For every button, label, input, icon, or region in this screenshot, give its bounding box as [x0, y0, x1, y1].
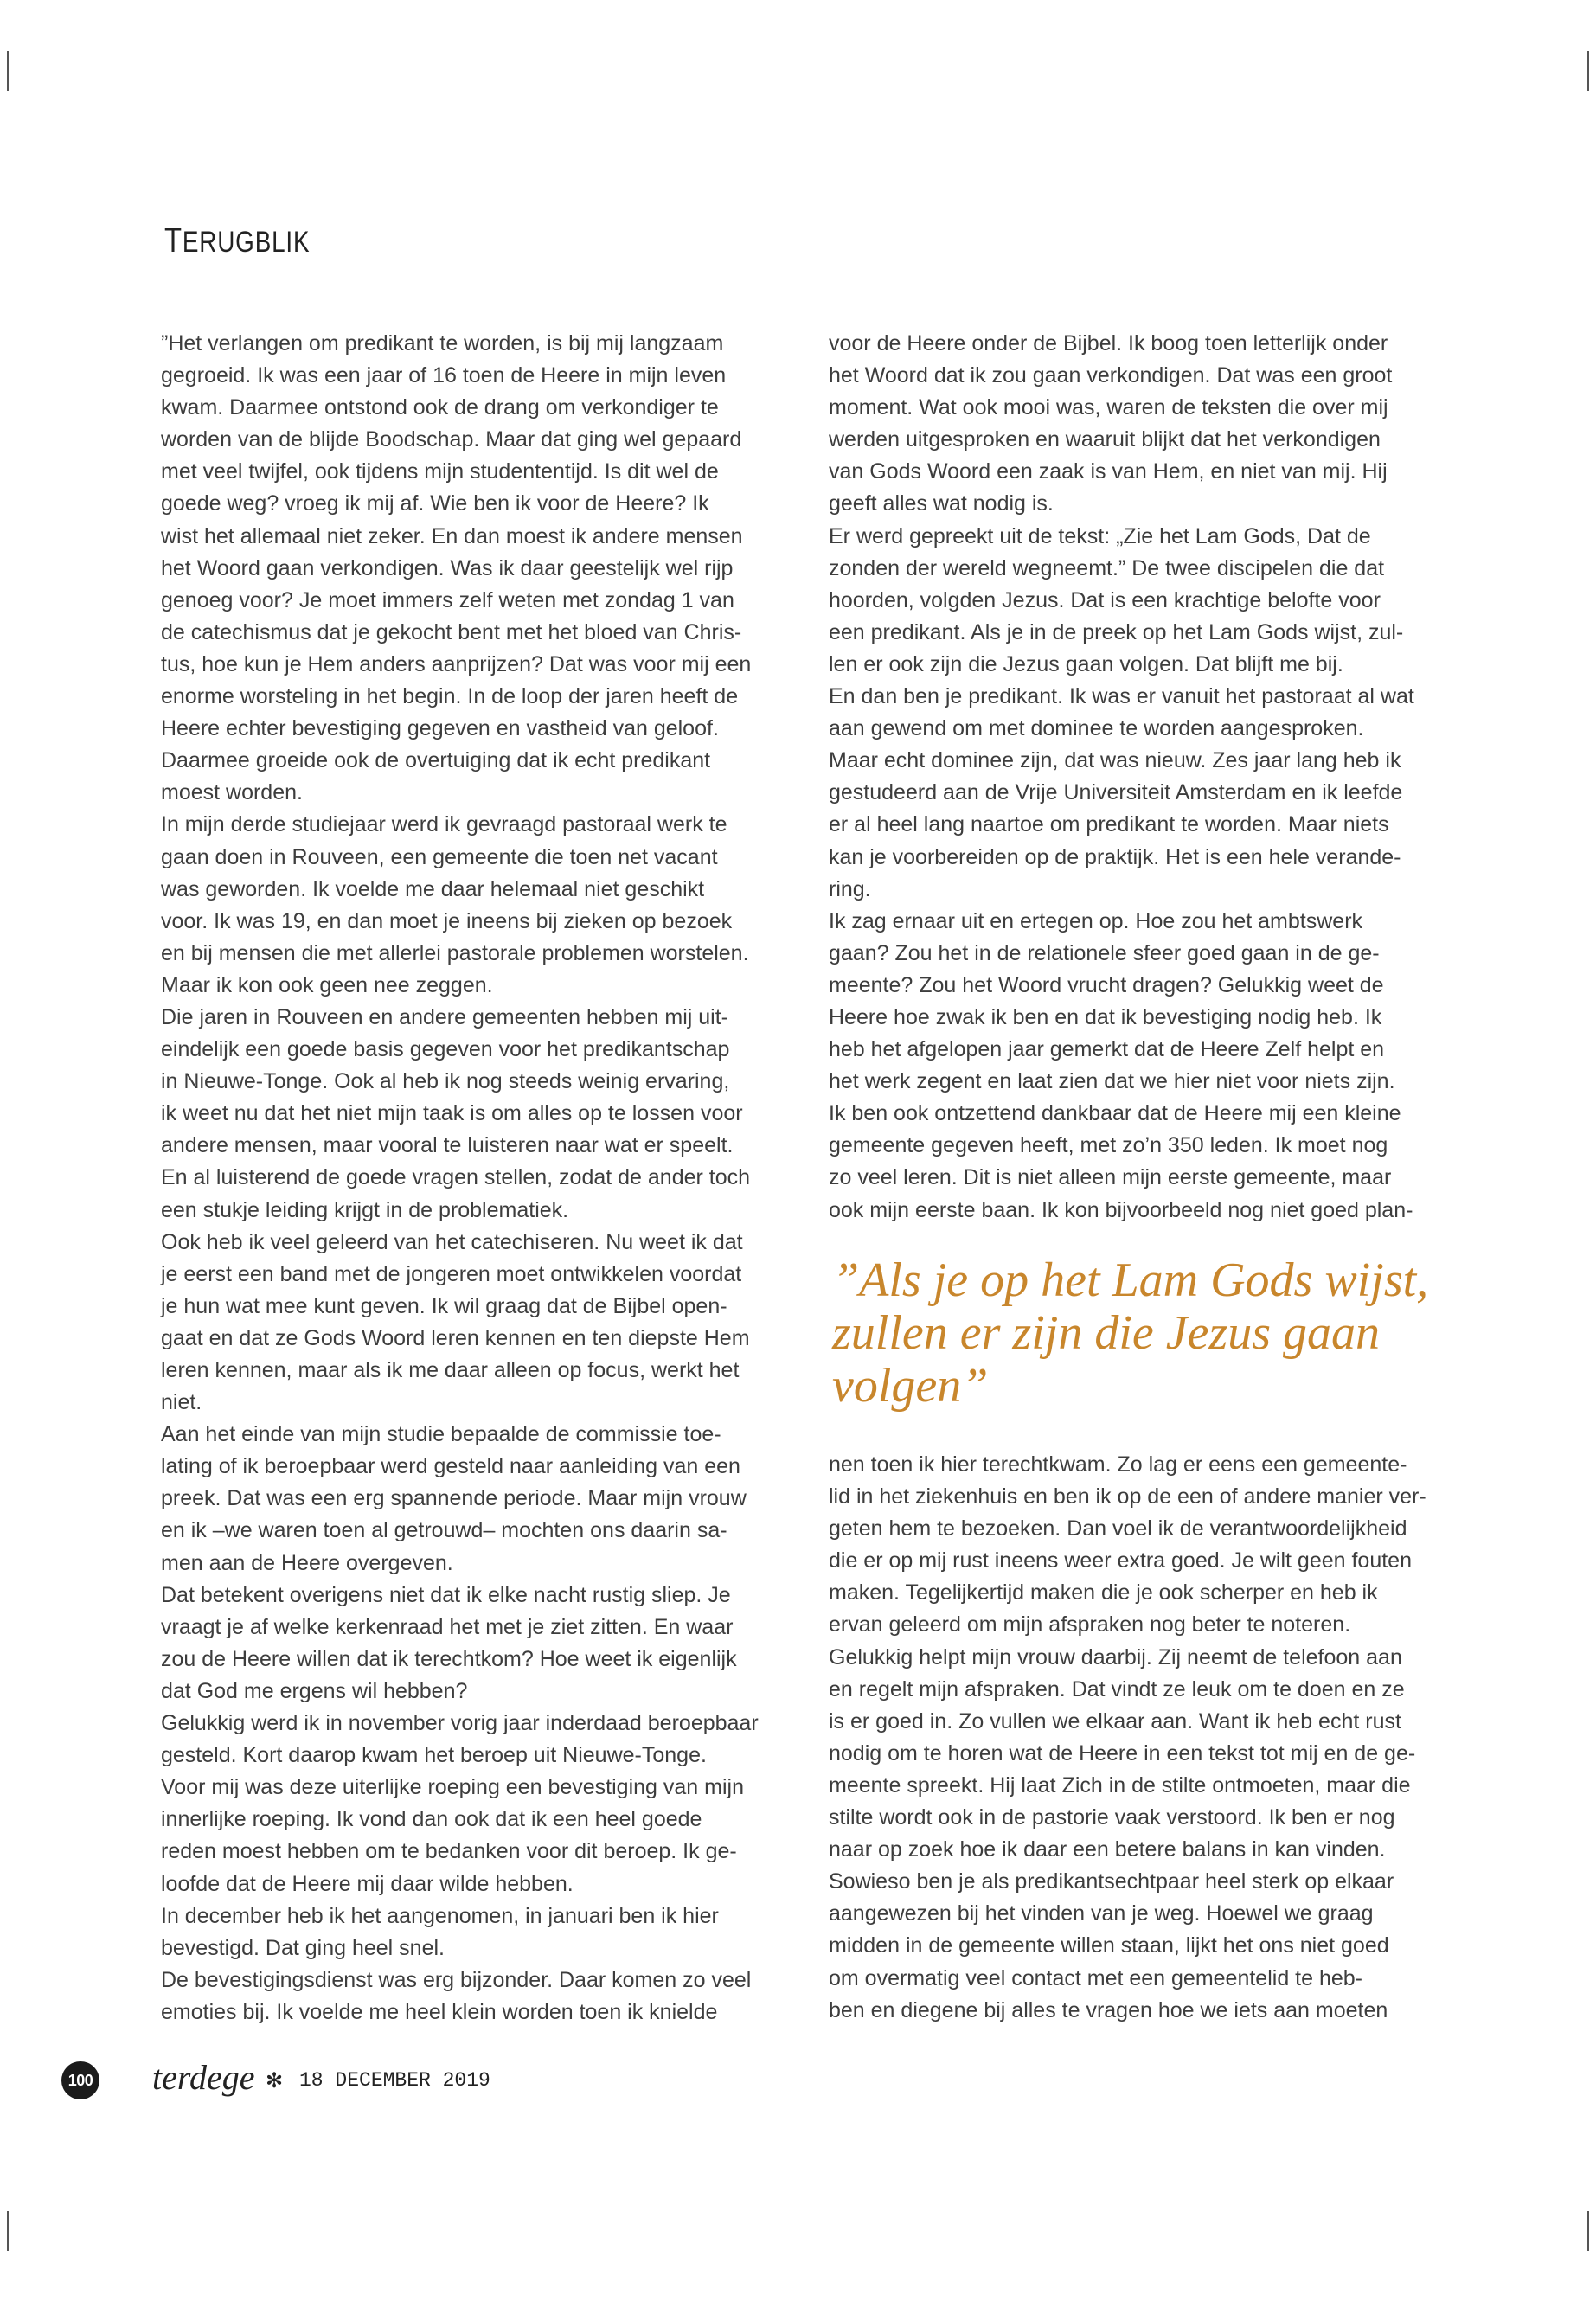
- text-line: preek. Dat was een erg spannende periode. Maar mijn vrouw: [161, 1486, 747, 1511]
- article-column-right-top: [829, 328, 1438, 1227]
- text-line: nen toen ik hier terechtkwam. Zo lag er eens een gemeente-: [829, 1452, 1407, 1477]
- text-line: de catechismus dat je gekocht bent met het bloed van Chris-: [161, 619, 742, 644]
- text-line: Voor mij was deze uiterlijke roeping een bevestiging van mijn: [161, 1775, 744, 1800]
- text-line: gestudeerd aan de Vrije Universiteit Amsterdam en ik leefde: [829, 780, 1403, 805]
- text-line: ben en diegene bij alles te vragen hoe we iets aan moeten: [829, 1997, 1388, 2022]
- text-line: worden van de blijde Boodschap. Maar dat ging wel gepaard: [161, 427, 742, 452]
- text-line: een predikant. Als je in de preek op het Lam Gods wijst, zul-: [829, 619, 1404, 644]
- text-line: meente? Zou het Woord vrucht dragen? Gelukkig weet de: [829, 972, 1384, 997]
- text-line: kwam. Daarmee ontstond ook de drang om verkondiger te: [161, 395, 719, 420]
- text-line: die er op mij rust ineens weer extra goed. Je wilt geen fouten: [829, 1548, 1412, 1574]
- crop-mark-top-right: [1587, 51, 1589, 91]
- magazine-logo: terdege: [152, 2058, 255, 2097]
- text-line: moment. Wat ook mooi was, waren de teksten die over mij: [829, 395, 1388, 420]
- text-line: gesteld. Kort daarop kwam het beroep uit Nieuwe-Tonge.: [161, 1743, 707, 1768]
- text-line: in Nieuwe-Tonge. Ook al heb ik nog steeds weinig ervaring,: [161, 1069, 730, 1094]
- text-line: Die jaren in Rouveen en andere gemeenten hebben mij uit-: [161, 1004, 728, 1029]
- text-line: gaat en dat ze Gods Woord leren kennen en ten diepste Hem: [161, 1325, 750, 1350]
- text-line: Ik zag ernaar uit en ertegen op. Hoe zou het ambtswerk: [829, 908, 1363, 933]
- text-line: was geworden. Ik voelde me daar helemaal niet geschikt: [161, 876, 705, 901]
- section-title: TERUGBLIK: [164, 221, 311, 260]
- text-line: een stukje leiding krijgt in de problematiek.: [161, 1197, 569, 1222]
- text-line: gaan? Zou het in de relationele sfeer goed gaan in de ge-: [829, 940, 1380, 965]
- text-line: geeft alles wat nodig is.: [829, 491, 1054, 516]
- asterisk-separator-icon: ✻: [266, 2068, 284, 2093]
- text-line: zonden der wereld wegneemt.” De twee discipelen die dat: [829, 555, 1385, 580]
- text-line: je eerst een band met de jongeren moet ontwikkelen voordat: [161, 1261, 742, 1286]
- page-number-badge: 100: [61, 2061, 99, 2099]
- text-line: Maar echt dominee zijn, dat was nieuw. Zes jaar lang heb ik: [829, 748, 1401, 773]
- text-line: Ook heb ik veel geleerd van het catechiseren. Nu weet ik dat: [161, 1229, 743, 1254]
- text-line: Maar ik kon ook geen nee zeggen.: [161, 972, 493, 997]
- text-line: ervan geleerd om mijn afspraken nog beter te noteren.: [829, 1612, 1351, 1638]
- text-line: wist het allemaal niet zeker. En dan moest ik andere mensen: [161, 523, 743, 548]
- text-line: moest worden.: [161, 780, 303, 805]
- text-line: het Woord dat ik zou gaan verkondigen. Dat was een groot: [829, 363, 1393, 388]
- text-line: voor de Heere onder de Bijbel. Ik boog toen letterlijk onder: [829, 331, 1388, 356]
- text-line: hoorden, volgden Jezus. Dat is een krachtige belofte voor: [829, 587, 1381, 612]
- text-line: De bevestigingsdienst was erg bijzonder. Daar komen zo veel: [161, 1967, 752, 1992]
- text-line: geten hem te bezoeken. Dan voel ik de verantwoordelijkheid: [829, 1516, 1407, 1541]
- text-line: reden moest hebben om te bedanken voor dit beroep. Ik ge-: [161, 1839, 737, 1864]
- text-line: bevestigd. Dat ging heel snel.: [161, 1935, 445, 1960]
- text-line: meente spreekt. Hij laat Zich in de stilte ontmoeten, maar die: [829, 1772, 1411, 1798]
- text-line: vraagt je af welke kerkenraad het met je ziet zitten. En waar: [161, 1614, 734, 1639]
- text-line: ik weet nu dat het niet mijn taak is om alles op te lossen voor: [161, 1101, 743, 1126]
- text-line: niet.: [161, 1390, 202, 1415]
- text-line: gaan doen in Rouveen, een gemeente die toen net vacant: [161, 844, 718, 869]
- text-line: genoeg voor? Je moet immers zelf weten met zondag 1 van: [161, 587, 734, 612]
- article-column-left: [161, 328, 766, 2029]
- article-column-right-bottom: [829, 1449, 1438, 2027]
- text-line: stilte wordt ook in de pastorie vaak verstoord. Ik ben er nog: [829, 1805, 1395, 1830]
- text-line: zo veel leren. Dit is niet alleen mijn eerste gemeente, maar: [829, 1165, 1392, 1190]
- text-line: midden in de gemeente willen staan, lijkt het ons niet goed: [829, 1933, 1389, 1958]
- text-line: en ik –we waren toen al getrouwd– mochten ons daarin sa-: [161, 1518, 727, 1543]
- crop-mark-bottom-right: [1587, 2211, 1589, 2251]
- text-line: dat God me ergens wil hebben?: [161, 1678, 468, 1703]
- text-line: nodig om te horen wat de Heere in een tekst tot mij en de ge-: [829, 1740, 1416, 1766]
- text-line: ook mijn eerste baan. Ik kon bijvoorbeeld nog niet goed plan-: [829, 1197, 1413, 1222]
- pull-quote-line: volgen”: [832, 1359, 989, 1413]
- text-line: loofde dat de Heere mij daar wilde hebben.: [161, 1871, 574, 1896]
- crop-mark-top-left: [7, 51, 9, 91]
- pull-quote: [832, 1254, 1455, 1413]
- text-line: tus, hoe kun je Hem anders aanprijzen? Dat was voor mij een: [161, 651, 752, 676]
- text-line: is er goed in. Zo vullen we elkaar aan. Want ik heb echt rust: [829, 1708, 1401, 1734]
- text-line: aangewezen bij het vinden van je weg. Hoewel we graag: [829, 1901, 1374, 1926]
- text-line: van Gods Woord een zaak is van Hem, en niet van mij. Hij: [829, 459, 1388, 484]
- text-line: maken. Tegelijkertijd maken die je ook scherper en heb ik: [829, 1580, 1378, 1606]
- text-line: lid in het ziekenhuis en ben ik op de een of andere manier ver-: [829, 1484, 1426, 1509]
- text-line: ring.: [829, 876, 871, 901]
- text-line: zou de Heere willen dat ik terechtkom? Hoe weet ik eigenlijk: [161, 1646, 737, 1671]
- text-line: het Woord gaan verkondigen. Was ik daar geestelijk wel rijp: [161, 555, 734, 580]
- text-line: kan je voorbereiden op de praktijk. Het is een hele verande-: [829, 844, 1401, 869]
- text-line: ”Het verlangen om predikant te worden, is bij mij langzaam: [161, 331, 724, 356]
- text-line: naar op zoek hoe ik daar een betere balans in kan vinden.: [829, 1837, 1386, 1862]
- pull-quote-line: ”Als je op het Lam Gods wijst,: [832, 1253, 1429, 1307]
- text-line: Dat betekent overigens niet dat ik elke nacht rustig sliep. Je: [161, 1582, 731, 1607]
- text-line: In mijn derde studiejaar werd ik gevraagd pastoraal werk te: [161, 812, 727, 837]
- text-line: Ik ben ook ontzettend dankbaar dat de Heere mij een kleine: [829, 1101, 1401, 1126]
- text-line: goede weg? vroeg ik mij af. Wie ben ik voor de Heere? Ik: [161, 491, 709, 516]
- text-line: enorme worsteling in het begin. In de loop der jaren heeft de: [161, 684, 739, 709]
- pull-quote-line: zullen er zijn die Jezus gaan: [832, 1306, 1381, 1360]
- text-line: het werk zegent en laat zien dat we hier niet voor niets zijn.: [829, 1069, 1395, 1094]
- text-line: Heere hoe zwak ik ben en dat ik bevestiging nodig heb. Ik: [829, 1004, 1382, 1029]
- text-line: eindelijk een goede basis gegeven voor het predikantschap: [161, 1037, 730, 1062]
- text-line: andere mensen, maar vooral te luisteren naar wat er speelt.: [161, 1133, 734, 1158]
- text-line: gemeente gegeven heeft, met zo’n 350 leden. Ik moet nog: [829, 1133, 1388, 1158]
- text-line: werden uitgesproken en waaruit blijkt dat het verkondigen: [829, 427, 1381, 452]
- text-line: lating of ik beroepbaar werd gesteld naar aanleiding van een: [161, 1454, 740, 1479]
- text-line: aan gewend om met dominee te worden aangesproken.: [829, 716, 1364, 741]
- text-line: Gelukkig helpt mijn vrouw daarbij. Zij neemt de telefoon aan: [829, 1644, 1402, 1670]
- text-line: In december heb ik het aangenomen, in januari ben ik hier: [161, 1903, 719, 1928]
- text-line: en regelt mijn afspraken. Dat vindt ze leuk om te doen en ze: [829, 1676, 1405, 1702]
- text-line: om overmatig veel contact met een gemeentelid te heb-: [829, 1965, 1363, 1990]
- text-line: innerlijke roeping. Ik vond dan ook dat ik een heel goede: [161, 1807, 702, 1832]
- text-line: Heere echter bevestiging gegeven en vastheid van geloof.: [161, 716, 719, 741]
- text-line: En al luisterend de goede vragen stellen, zodat de ander toch: [161, 1165, 751, 1190]
- text-line: er al heel lang naartoe om predikant te worden. Maar niets: [829, 812, 1389, 837]
- crop-mark-bottom-left: [7, 2211, 9, 2251]
- text-line: je hun wat mee kunt geven. Ik wil graag dat de Bijbel open-: [161, 1293, 727, 1318]
- text-line: en bij mensen die met allerlei pastorale problemen worstelen.: [161, 940, 749, 965]
- text-line: Daarmee groeide ook de overtuiging dat ik echt predikant: [161, 748, 711, 773]
- text-line: len er ook zijn die Jezus gaan volgen. Dat blijft me bij.: [829, 651, 1343, 676]
- text-line: men aan de Heere overgeven.: [161, 1550, 453, 1575]
- text-line: leren kennen, maar als ik me daar alleen op focus, werkt het: [161, 1358, 740, 1382]
- issue-date: 18 DECEMBER 2019: [299, 2069, 490, 2092]
- text-line: heb het afgelopen jaar gemerkt dat de Heere Zelf helpt en: [829, 1037, 1385, 1062]
- text-line: met veel twijfel, ook tijdens mijn studententijd. Is dit wel de: [161, 459, 719, 484]
- text-line: En dan ben je predikant. Ik was er vanuit het pastoraat al wat: [829, 684, 1414, 709]
- text-line: emoties bij. Ik voelde me heel klein worden toen ik knielde: [161, 1999, 718, 2024]
- text-line: Aan het einde van mijn studie bepaalde de commissie toe-: [161, 1422, 721, 1447]
- text-line: gegroeid. Ik was een jaar of 16 toen de Heere in mijn leven: [161, 363, 727, 388]
- text-line: Gelukkig werd ik in november vorig jaar inderdaad beroepbaar: [161, 1711, 759, 1736]
- text-line: Sowieso ben je als predikantsechtpaar heel sterk op elkaar: [829, 1869, 1394, 1894]
- text-line: Er werd gepreekt uit de tekst: „Zie het Lam Gods, Dat de: [829, 523, 1371, 548]
- text-line: voor. Ik was 19, en dan moet je ineens bij zieken op bezoek: [161, 908, 733, 933]
